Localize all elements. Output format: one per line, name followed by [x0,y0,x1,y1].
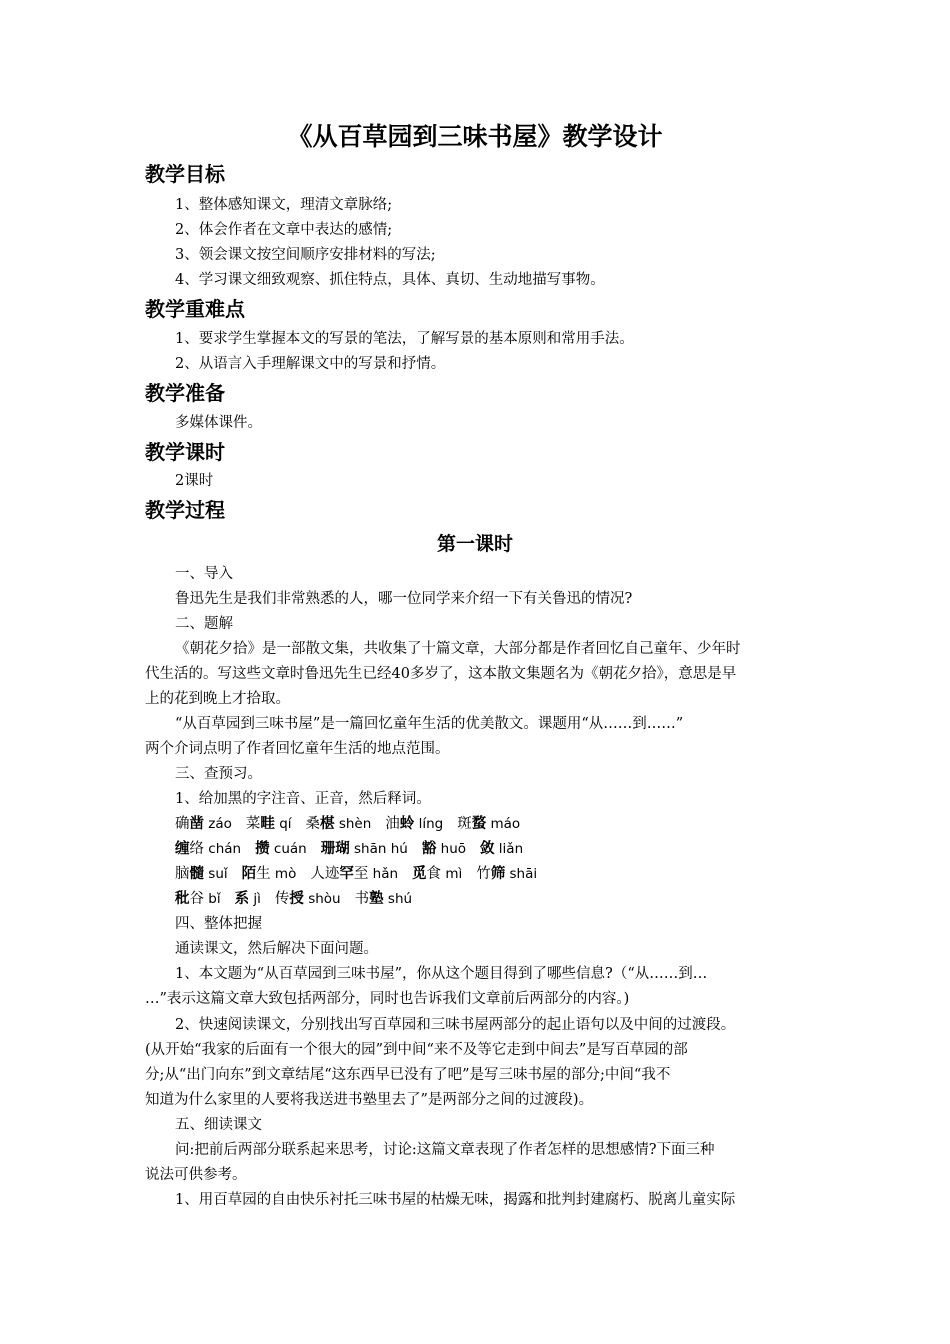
lesson-heading: 第一课时 [436,533,513,555]
vocab-item: 秕谷 bǐ [175,891,221,907]
vocab-pinyin: chán [204,841,242,857]
vocab-bold-char: 陌 [241,866,257,882]
vocab-pinyin: shèn [334,816,372,832]
vocab-pinyin: líng [414,816,444,832]
vocab-bold-char: 豁 [421,841,437,857]
vocab-item: 菜畦 qí [245,816,292,832]
vocab-pinyin: huō [436,841,467,857]
preview-label: 三、查预习。 [175,766,262,782]
goal-item: 4、学习课文细致观察、抓住特点，具体、真切、生动地描写事物。 [175,272,605,288]
vocab-bold-char: 蛉 [399,816,415,832]
vocab-item [480,841,523,857]
preview-task: 1、给加黑的字注音、正音，然后释词。 [175,791,431,807]
vocab-item [235,891,261,907]
grasp-task: 通读课文，然后解决下面问题。 [175,941,378,957]
vocab-row [145,812,840,836]
vocab-item: 缠络 chán [175,841,242,857]
vocab-pinyin: záo [204,816,232,832]
vocab-pinyin: suǐ [204,866,228,882]
vocab-item [255,841,307,857]
vocab-bold-char: 椹 [320,816,335,832]
read-label: 五、细读课文 [175,1117,262,1133]
vocab-bold-char: 缠 [175,841,190,857]
vocab-pinyin: shú [383,891,413,907]
heading-prep: 教学准备 [145,381,225,405]
vocab-bold-char: 珊瑚 [320,841,350,857]
vocab-pinyin: liǎn [494,841,524,857]
vocab-pinyin: mò [270,866,297,882]
vocab-item: 觅食 mì [412,866,463,882]
vocab-bold-char: 畦 [260,816,275,832]
paragraph-line: 分;从“出门向东”到文章结尾“这东西早已没有了吧”是写三味书屋的部分;中间“我不 [145,1067,671,1083]
paragraph-line: 1、本文题为“从百草园到三味书屋”，你从这个题目得到了哪些信息?（“从……到… [175,966,708,982]
vocab-bold-char: 蝥 [471,816,487,832]
paragraph-line: 两个介词点明了作者回忆童年生活的地点范围。 [145,741,450,757]
heading-process: 教学过程 [145,498,225,522]
heading-keypoints: 教学重难点 [145,297,245,321]
paragraph-line: …”表示这篇文章大致包括两部分，同时也告诉我们文章前后两部分的内容。) [145,991,630,1007]
heading-goals: 教学目标 [145,162,225,186]
vocab-item: 书塾 shú [354,891,413,907]
vocab-item: 脑髓 suǐ [175,866,228,882]
hours-text: 2课时 [175,473,214,489]
paragraph-line: 《朝花夕拾》是一部散文集，共收集了十篇文章，大部分都是作者回忆自己童年、少年时 [175,641,741,657]
vocab-pinyin: qí [274,816,292,832]
goal-item: 1、整体感知课文，理清文章脉络; [175,197,393,213]
vocab-pinyin: shāi [505,866,538,882]
vocab-item: 陌生 mò [241,866,297,882]
document-title: 《从百草园到三味书屋》教学设计 [287,122,663,151]
vocab-bold-char: 髓 [189,866,204,882]
vocab-bold-char: 筛 [490,866,506,882]
vocab-pinyin: máo [486,816,521,832]
vocab-item: 传授 shòu [274,891,341,907]
intro-text: 鲁迅先生是我们非常熟悉的人，哪一位同学来介绍一下有关鲁迅的情况? [175,591,633,607]
vocab-pinyin: mì [441,866,463,882]
paragraph-line: (从开始“我家的后面有一个很大的园”到中间“来不及等它走到中间去”是写百草园的部 [145,1042,688,1058]
vocab-item [422,841,466,857]
vocab-bold-char: 塾 [369,891,384,907]
vocab-item: 竹筛 shāi [476,866,538,882]
vocab-pinyin: shòu [303,891,341,907]
vocab-item: 人迹罕至 hǎn [310,866,399,882]
keypoint-item: 2、从语言入手理解课文中的写景和抒情。 [175,356,446,372]
vocab-pinyin: hǎn [368,866,399,882]
vocab-row [145,837,840,861]
vocab-row [145,887,840,911]
paragraph-line: 说法可供参考。 [145,1167,247,1183]
title-label: 二、题解 [175,616,233,632]
paragraph-line: 问:把前后两部分联系起来思考，讨论:这篇文章表现了作者怎样的思想感情?下面三种 [175,1142,715,1158]
vocab-item: 桑椹 shèn [305,816,372,832]
goal-item: 3、领会课文按空间顺序安排材料的写法; [175,247,436,263]
intro-label: 一、导入 [175,566,233,582]
vocab-item: 油蛉 líng [385,816,444,832]
vocab-item: 确凿 záo [175,816,232,832]
vocab-pinyin: shān hú [349,841,408,857]
vocab-bold-char: 攒 [255,841,270,857]
goal-item: 2、体会作者在文章中表达的感情; [175,222,393,238]
prep-text: 多媒体课件。 [175,415,262,431]
vocab-pinyin: bǐ [204,891,221,907]
vocab-bold-char: 凿 [189,816,204,832]
paragraph-line: 知道为什么家里的人要将我送进书塾里去了”是两部分之间的过渡段)。 [145,1092,594,1108]
paragraph-line: “从百草园到三味书屋”是一篇回忆童年生活的优美散文。课题用“从……到……” [175,716,684,732]
vocab-row [145,862,840,886]
vocab-pinyin: cuán [269,841,307,857]
paragraph-line: 1、用百草园的自由快乐衬托三味书屋的枯燥无味，揭露和批判封建腐朽、脱离儿童实际 [175,1192,736,1208]
vocab-bold-char: 秕 [175,891,190,907]
vocab-bold-char: 敛 [480,841,495,857]
paragraph-line: 上的花到晚上才拾取。 [145,691,290,707]
paragraph-line: 2、快速阅读课文，分别找出写百草园和三味书屋两部分的起止语句以及中间的过渡段。 [175,1017,736,1033]
paragraph-line: 代生活的。写这些文章时鲁迅先生已经40多岁了，这本散文集题名为《朝花夕拾》，意思是早 [145,666,737,682]
vocab-bold-char: 觅 [412,866,427,882]
grasp-label: 四、整体把握 [175,916,262,932]
vocab-bold-char: 罕 [339,866,354,882]
vocab-item [321,841,408,857]
vocab-item: 斑蝥 máo [457,816,521,832]
keypoint-item: 1、要求学生掌握本文的写景的笔法，了解写景的基本原则和常用手法。 [175,331,634,347]
vocab-pinyin: jì [249,891,261,907]
vocab-bold-char: 授 [289,891,304,907]
vocab-bold-char: 系 [234,891,250,907]
heading-hours: 教学课时 [145,440,225,464]
